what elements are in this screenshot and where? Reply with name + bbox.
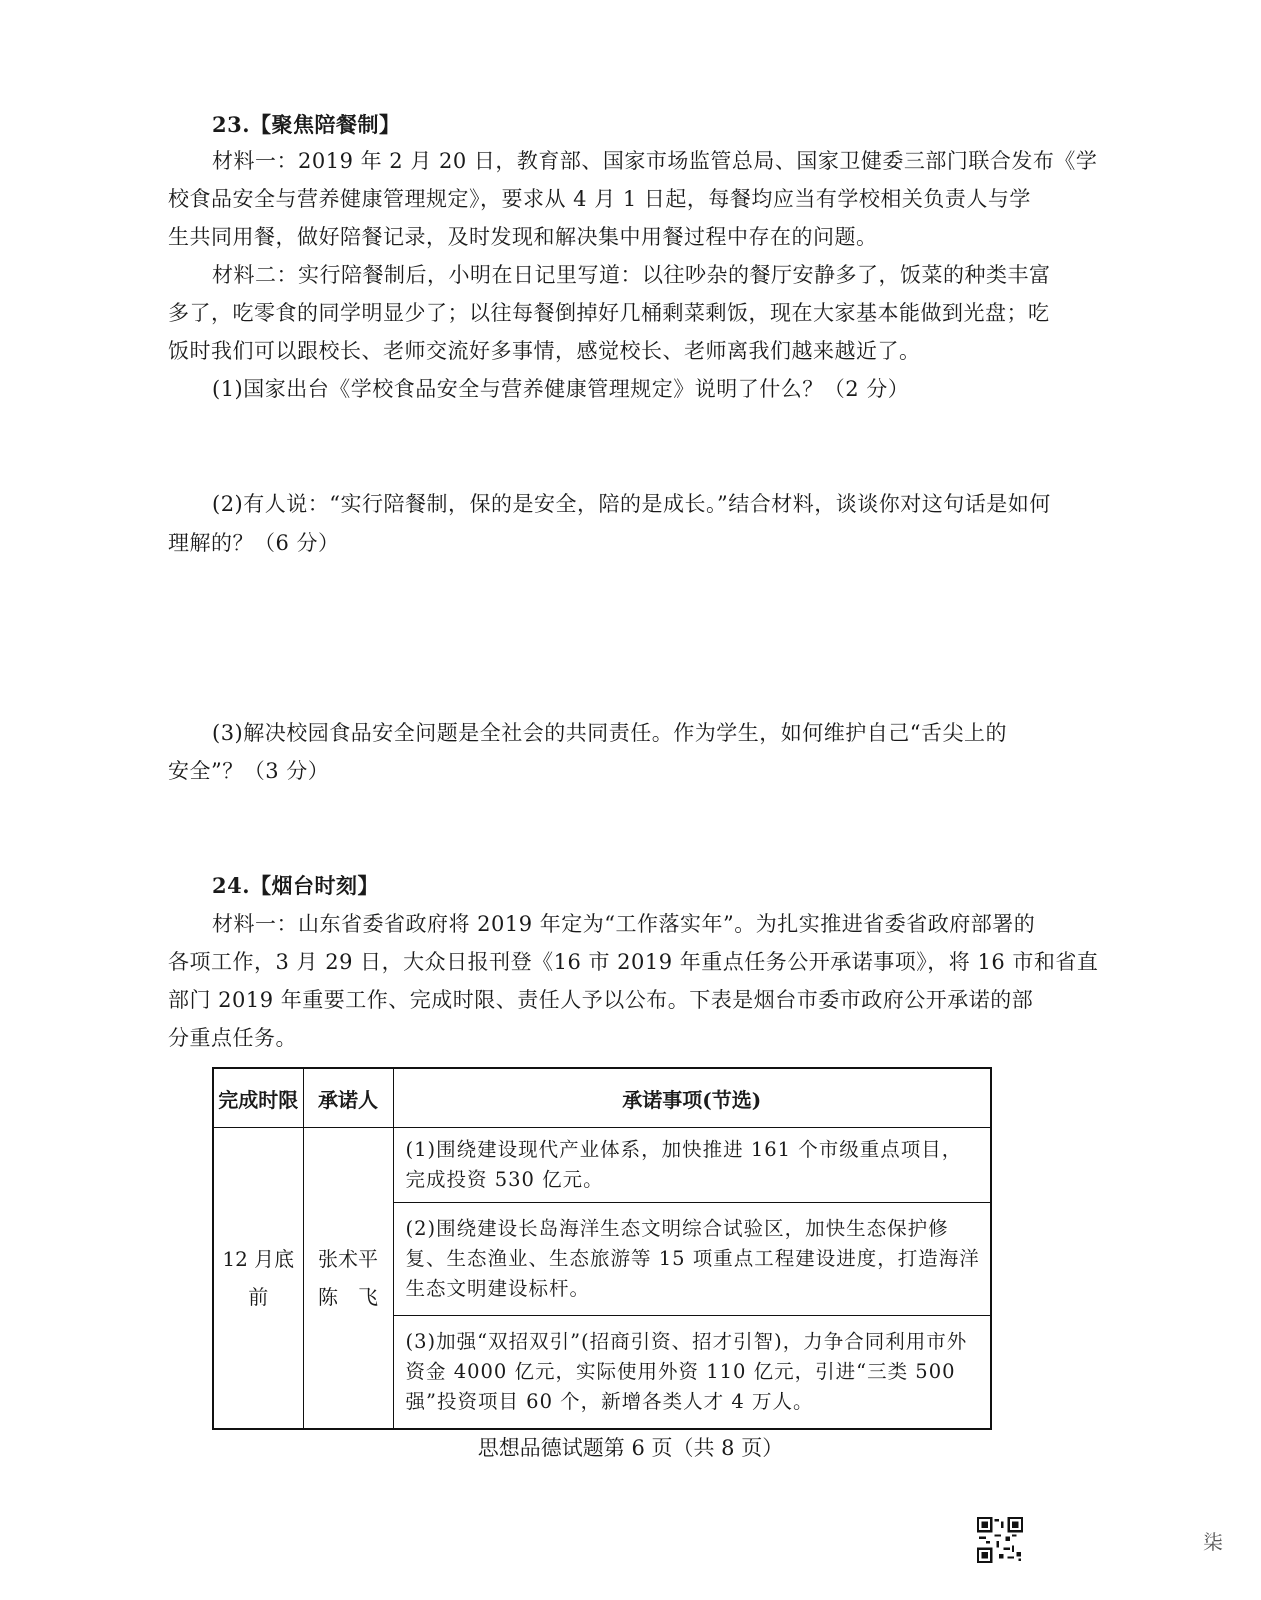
q23-question2-line: (2)有人说：“实行陪餐制，保的是安全，陪的是成长。”结合材料，谈谈你对这句话是如何	[212, 492, 1051, 516]
commitment-item: (3)加强“双招双引”(招商引资、招才引智)，力争合同利用市外资金 4000 亿元，实际使用外资 110 亿元，引进“三类 500 强”投资项目 60 个，新增各类人才 4 万人。	[393, 1316, 991, 1430]
q24-material1-line: 材料一：山东省委省政府将 2019 年定为“工作落实年”。为扎实推进省委省政府部署的	[212, 912, 1036, 936]
page-footer: 思想品德试题第 6 页（共 8 页）	[477, 1436, 784, 1460]
q23-question3-line: 安全”？（3 分）	[168, 759, 330, 783]
q23-material2-line: 材料二：实行陪餐制后，小明在日记里写道：以往吵杂的餐厅安静多了，饭菜的种类丰富	[212, 263, 1051, 287]
q23-question2-line: 理解的？（6 分）	[168, 531, 340, 555]
q23-question3-line: (3)解决校园食品安全问题是全社会的共同责任。作为学生，如何维护自己“舌尖上的	[212, 721, 1007, 745]
q23-material1-line: 生共同用餐，做好陪餐记录，及时发现和解决集中用餐过程中存在的问题。	[168, 225, 878, 249]
qr-code-icon	[977, 1517, 1023, 1563]
q23-question1: (1)国家出台《学校食品安全与营养健康管理规定》说明了什么？（2 分）	[212, 377, 910, 401]
commitment-item: (2)围绕建设长岛海洋生态文明综合试验区，加快生态保护修复、生态渔业、生态旅游等 15 项重点工程建设进度，打造海洋生态文明建设标杆。	[393, 1203, 991, 1316]
q23-material2-line: 饭时我们可以跟校长、老师交流好多事情，感觉校长、老师离我们越来越近了。	[168, 339, 921, 363]
commitment-item: (1)围绕建设现代产业体系，加快推进 161 个市级重点项目，完成投资 530 亿元。	[393, 1128, 991, 1203]
q24-material1-line: 分重点任务。	[168, 1026, 297, 1050]
q23-heading: 23.【聚焦陪餐制】	[212, 112, 401, 137]
q24-material1-line: 各项工作，3 月 29 日，大众日报刊登《16 市 2019 年重点任务公开承诺事项》，将 16 市和省直	[168, 950, 1099, 974]
corner-mark: 柒	[1203, 1530, 1223, 1554]
q23-material2-line: 多了，吃零食的同学明显少了；以往每餐倒掉好几桶剩菜剩饭，现在大家基本能做到光盘；吃	[168, 301, 1050, 325]
q23-material1-line: 校食品安全与营养健康管理规定》，要求从 4 月 1 日起，每餐均应当有学校相关负责人与学	[168, 187, 1031, 211]
person-cell	[303, 1128, 393, 1430]
header-deadline: 完成时限	[213, 1068, 303, 1128]
q24-material1-line: 部门 2019 年重要工作、完成时限、责任人予以公布。下表是烟台市委市政府公开承诺的部	[168, 988, 1034, 1012]
header-person: 承诺人	[303, 1068, 393, 1128]
q24-heading: 24.【烟台时刻】	[212, 873, 380, 898]
header-items: 承诺事项(节选)	[393, 1068, 991, 1128]
deadline-cell: 12 月底前	[213, 1128, 303, 1430]
table-row	[213, 1128, 991, 1203]
commitment-table	[212, 1067, 992, 1430]
q23-material1-line: 材料一：2019 年 2 月 20 日，教育部、国家市场监管总局、国家卫健委三部门联合发布《学	[212, 149, 1098, 173]
person-name: 陈 飞	[318, 1285, 378, 1309]
table-header-row	[213, 1068, 991, 1128]
person-name: 张术平	[318, 1247, 378, 1271]
